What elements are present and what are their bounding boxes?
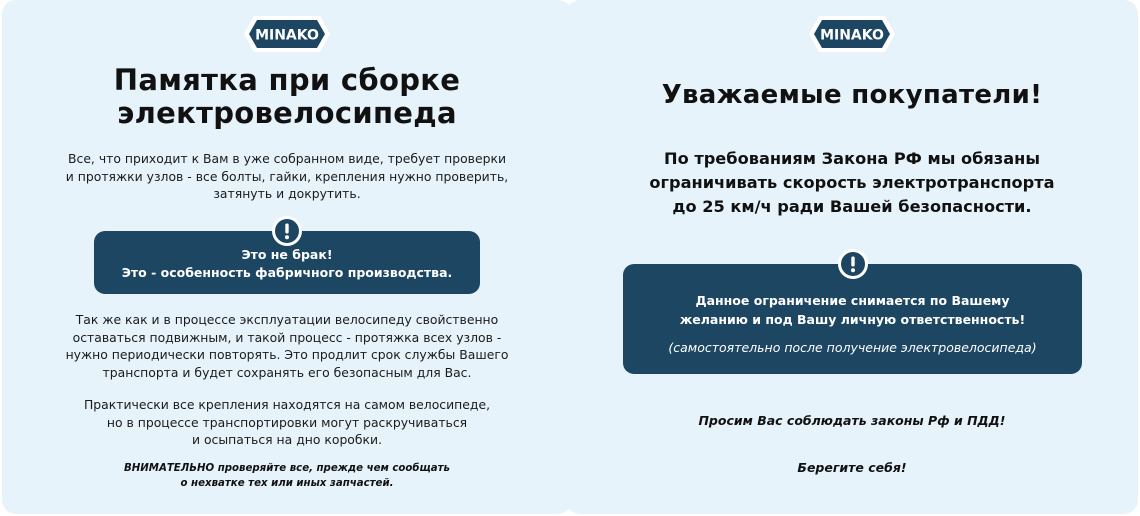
restriction-notice — [623, 264, 1082, 374]
body-line: Так же как и в процессе эксплуатации велосипеду свойственно — [75, 312, 499, 327]
title-line: электровелосипеда — [117, 96, 457, 130]
exclamation-icon — [271, 215, 303, 247]
intro-line: Все, что приходит к Вам в уже собранном виде, требует проверки — [68, 151, 506, 166]
subtitle-line: По требованиям Закона РФ мы обязаны — [664, 149, 1040, 168]
law-subtitle — [566, 147, 1138, 219]
body-line: оставаться подвижным, и такой процесс - протяжка всех узлов - — [72, 329, 502, 345]
body-line: нужно периодически повторять. Это продлит срок службы Вашего — [65, 347, 509, 362]
notice-line: Это - особенность фабричного производства. — [121, 265, 453, 280]
subtitle-line: ограничивать скорость электротранспорта — [649, 173, 1055, 192]
title-line: Памятка при сборке — [113, 63, 461, 97]
intro-line: и протяжки узлов - все болты, гайки, крепления нужно проверить, — [65, 168, 509, 184]
notice-line: Данное ограничение снимается по Вашему — [695, 293, 1010, 308]
intro-line: затянуть и докрутить. — [213, 186, 361, 201]
speed-limit-card — [566, 0, 1138, 514]
warning-line: о нехватке тех или иных запчастей. — [180, 478, 394, 489]
page-title — [2, 64, 572, 130]
assembly-memo-card — [2, 0, 572, 514]
closing-request: Просим Вас соблюдать законы Рф и ПДД! — [698, 413, 1006, 428]
body-paragraph — [2, 396, 572, 449]
logo-text: MINAKO — [255, 27, 319, 44]
body-paragraph — [2, 311, 572, 381]
body-line: Практически все крепления находятся на самом велосипеде, — [83, 397, 491, 412]
notice-line: желанию и под Вашу личную ответственность! — [679, 312, 1026, 327]
logo-text: MINAKO — [820, 27, 884, 44]
warning-line: ВНИМАТЕЛЬНО проверяйте все, прежде чем сообщать — [123, 463, 450, 474]
body-line: транспорта и будет сохранять его безопасным для Вас. — [102, 364, 472, 380]
page-title: Уважаемые покупатели! — [661, 80, 1043, 110]
exclamation-icon — [837, 248, 869, 280]
closing-farewell: Берегите себя! — [797, 460, 907, 475]
warning-text — [2, 461, 572, 491]
body-line: но в процессе транспортировки могут раскручиваться — [106, 414, 468, 430]
subtitle-line: до 25 км/ч ради Вашей безопасности. — [672, 197, 1032, 216]
not-defect-notice — [94, 231, 480, 294]
notice-line: Это не брак! — [241, 247, 333, 262]
minako-logo — [809, 14, 895, 54]
minako-logo — [244, 14, 330, 54]
body-line: и осыпаться на дно коробки. — [191, 432, 383, 447]
intro-paragraph — [2, 150, 572, 203]
notice-italic: (самостоятельно после получение электровелосипеда) — [668, 340, 1037, 355]
